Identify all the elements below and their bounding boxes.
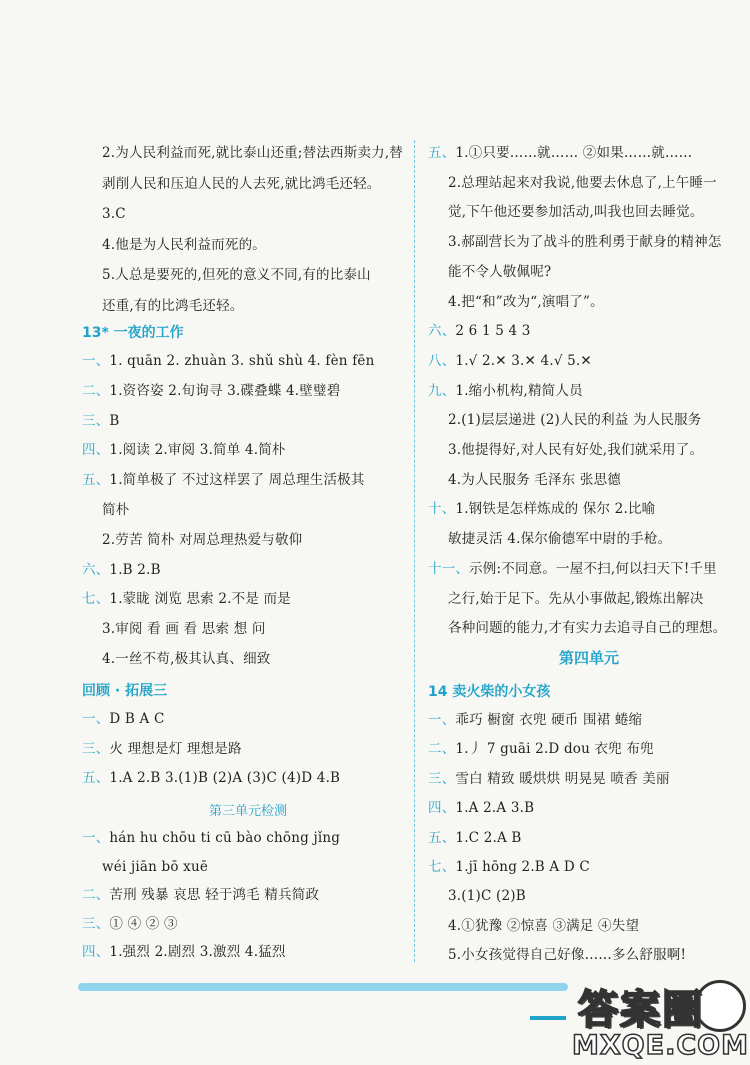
answer-line xyxy=(82,589,291,609)
answer-text: 1.简单极了 不过这样罢了 周总理生活极其 xyxy=(109,472,365,489)
answer-line xyxy=(82,768,340,788)
question-number: 七、 xyxy=(82,591,110,608)
answer-text: 1.丿 7 guāi 2.D dou 衣兜 布兜 xyxy=(455,741,654,758)
unit-3-test-heading: 第三单元检测 xyxy=(208,804,287,819)
answer-text: 2 6 1 5 4 3 xyxy=(455,323,531,340)
question-number: 五、 xyxy=(428,145,456,161)
answer-text: 4.一丝不苟,极其认真、细致 xyxy=(102,651,271,667)
question-number: 十一、 xyxy=(428,560,470,577)
answer-text: D B A C xyxy=(109,711,165,727)
lesson-13-heading: 13* 一夜的工作 xyxy=(82,325,184,341)
answer-text: hán hu chōu ti cū bào chōng jǐng xyxy=(109,830,341,846)
answer-line xyxy=(428,143,692,163)
question-number: 四、 xyxy=(428,800,456,817)
answer-line xyxy=(82,351,374,371)
answer-text: 1.jī hōng 2.B A D C xyxy=(455,859,590,875)
column-divider xyxy=(414,140,415,962)
answer-text: 1.强烈 2.剧烈 3.激烈 4.猛烈 xyxy=(109,944,286,960)
answer-line xyxy=(82,914,178,934)
answer-line xyxy=(82,709,165,729)
answer-text: 3.C xyxy=(102,206,126,222)
question-number: 九、 xyxy=(428,382,456,399)
answer-line xyxy=(448,232,722,252)
answer-text: 2.(1)层层递进 (2)人民的利益 为人民服务 xyxy=(448,412,702,429)
answer-text: 4.把“和”改为“,演唱了”。 xyxy=(448,293,604,310)
answer-line xyxy=(102,619,266,639)
answer-line xyxy=(448,886,526,906)
answer-text: 1. quān 2. zhuàn 3. shǔ shù 4. fèn fēn xyxy=(109,353,375,369)
answer-text: 3.(1)C (2)B xyxy=(448,888,526,905)
answer-text: 敏捷灵活 4.保尔偷德军中尉的手枪。 xyxy=(448,531,672,548)
answer-line xyxy=(428,739,654,759)
answer-text: 火 理想是灯 理想是路 xyxy=(109,740,242,757)
answer-line xyxy=(428,857,590,877)
watermark-text: 答案圈 xyxy=(578,987,704,1033)
answer-line xyxy=(102,649,270,669)
answer-line xyxy=(82,440,286,460)
question-number: 五、 xyxy=(82,770,110,786)
lesson-14-heading: 14 卖火柴的小女孩 xyxy=(428,684,551,700)
answer-line xyxy=(448,292,604,312)
question-number: 八、 xyxy=(428,352,456,369)
answer-line xyxy=(448,945,686,965)
answer-line xyxy=(82,739,242,759)
answer-line xyxy=(428,321,531,341)
answer-line xyxy=(428,559,717,579)
answer-line xyxy=(448,470,621,490)
answer-text: wéi jiān bō xuē xyxy=(102,858,209,875)
answer-line xyxy=(428,381,583,401)
answer-line xyxy=(82,942,286,962)
answer-line xyxy=(428,828,522,848)
answer-line xyxy=(102,530,302,550)
answer-text: 1.A 2.B 3.(1)B (2)A (3)C (4)D 4.B xyxy=(109,770,341,786)
answer-text: 3.审阅 看 画 看 思索 想 问 xyxy=(102,621,266,638)
answer-text: 苦刑 残暴 哀思 轻于鸿毛 精兵简政 xyxy=(109,887,320,903)
answer-text: ① ④ ② ③ xyxy=(109,915,178,932)
answer-text: 1.C 2.A B xyxy=(455,829,522,846)
answer-line xyxy=(82,885,319,905)
answer-text: 1.①只要……就…… ②如果……就…… xyxy=(455,145,693,161)
question-number: 五、 xyxy=(428,829,456,846)
footer-bar xyxy=(78,983,568,991)
answer-line xyxy=(102,174,381,194)
answer-line xyxy=(448,529,671,549)
answer-text: 能不令人敬佩呢? xyxy=(448,263,552,280)
answer-text: 2.劳苦 简朴 对周总理热爱与敬仰 xyxy=(102,531,303,548)
question-number: 一、 xyxy=(82,711,110,727)
answer-text: 1.阅读 2.审阅 3.简单 4.简朴 xyxy=(109,442,286,459)
answer-line xyxy=(428,798,534,818)
answer-text: 简朴 xyxy=(102,502,130,518)
answer-line xyxy=(82,828,340,848)
footer-accent xyxy=(530,1016,566,1020)
answer-line xyxy=(102,857,208,877)
answer-line xyxy=(82,470,365,490)
answer-text: 剥削人民和压迫人民的人去死,就比鸿毛还轻。 xyxy=(102,175,381,192)
answer-line xyxy=(82,411,120,431)
answer-text: B xyxy=(109,412,120,429)
answer-line xyxy=(448,589,704,609)
answer-text: 1.√ 2.✕ 3.✕ 4.√ 5.✕ xyxy=(455,352,592,369)
question-number: 三、 xyxy=(82,740,110,757)
question-number: 一、 xyxy=(82,353,110,369)
answer-text: 之行,始于足下。先从小事做起,锻炼出解决 xyxy=(448,590,704,607)
question-number: 七、 xyxy=(428,859,456,875)
question-number: 一、 xyxy=(82,830,110,846)
question-number: 二、 xyxy=(82,382,110,399)
answer-text: 雪白 精致 暖烘烘 明晃晃 喷香 美丽 xyxy=(455,770,670,787)
answer-text: 1.缩小机构,精简人员 xyxy=(455,382,583,399)
answer-line xyxy=(102,265,371,285)
unit-4-title: 第四单元 xyxy=(558,649,619,667)
answer-line xyxy=(448,618,727,638)
question-number: 二、 xyxy=(82,887,110,903)
answer-line xyxy=(448,410,702,430)
answer-text: 4.他是为人民利益而死的。 xyxy=(102,236,266,253)
question-number: 五、 xyxy=(82,472,110,489)
answer-text: 1.B 2.B xyxy=(109,561,161,578)
answer-text: 各种问题的能力,才有实力去追寻自己的理想。 xyxy=(448,620,727,637)
answer-line xyxy=(102,143,403,163)
question-number: 三、 xyxy=(428,770,456,787)
answer-text: 还重,有的比鸿毛还轻。 xyxy=(102,297,244,314)
answer-line xyxy=(102,500,129,520)
answer-line xyxy=(102,204,126,224)
answer-text: 4.①犹豫 ②惊喜 ③满足 ④失望 xyxy=(448,917,640,934)
answer-line xyxy=(448,262,551,282)
question-number: 一、 xyxy=(428,712,456,728)
watermark-url: MXQE.COM xyxy=(572,1030,749,1061)
answer-line xyxy=(448,173,717,193)
answer-line xyxy=(82,560,161,580)
question-number: 四、 xyxy=(82,442,110,459)
answer-text: 1.钢铁是怎样炼成的 保尔 2.比喻 xyxy=(455,501,656,518)
answer-line xyxy=(448,440,703,460)
answer-line xyxy=(428,769,670,789)
answer-text: 2.总理站起来对我说,他要去休息了,上午睡一 xyxy=(448,174,717,191)
answer-line xyxy=(448,202,704,222)
question-number: 三、 xyxy=(82,412,110,429)
answer-text: 觉,下午他还要参加活动,叫我也回去睡觉。 xyxy=(448,204,704,221)
answer-line xyxy=(102,296,244,316)
answer-line xyxy=(428,499,655,519)
answer-text: 乖巧 橱窗 衣兜 硬币 围裙 蜷缩 xyxy=(455,712,643,728)
answer-text: 2.为人民利益而死,就比泰山还重;替法西斯卖力,替 xyxy=(102,145,404,161)
answer-text: 1.资咨姿 2.旬询寻 3.碟叠蝶 4.壁璧碧 xyxy=(109,382,341,399)
answer-text: 5.人总是要死的,但死的意义不同,有的比泰山 xyxy=(102,267,371,283)
question-number: 六、 xyxy=(82,561,110,578)
answer-line xyxy=(428,710,642,730)
answer-text: 3.郝副营长为了战斗的胜利勇于献身的精神怎 xyxy=(448,234,722,251)
answer-line xyxy=(82,381,340,401)
question-number: 四、 xyxy=(82,944,110,960)
answer-text: 示例:不同意。一屋不扫,何以扫天下!千里 xyxy=(469,560,717,577)
question-number: 六、 xyxy=(428,323,456,340)
answer-text: 5.小女孩觉得自己好像……多么舒服啊! xyxy=(448,947,687,964)
answer-text: 4.为人民服务 毛泽东 张思德 xyxy=(448,471,621,488)
question-number: 十、 xyxy=(428,501,456,518)
question-number: 三、 xyxy=(82,915,110,932)
watermark-logo xyxy=(570,978,748,1064)
answer-text: 3.他提得好,对人民有好处,我们就采用了。 xyxy=(448,442,704,458)
answer-line xyxy=(102,235,266,255)
question-number: 二、 xyxy=(428,741,456,758)
answer-line xyxy=(428,351,592,371)
answer-text: 1.A 2.A 3.B xyxy=(455,800,535,817)
review-3-heading: 回顾 · 拓展三 xyxy=(82,683,168,699)
answer-text: 1.蒙眬 浏览 思索 2.不是 而是 xyxy=(109,591,291,608)
answer-line xyxy=(448,916,639,936)
